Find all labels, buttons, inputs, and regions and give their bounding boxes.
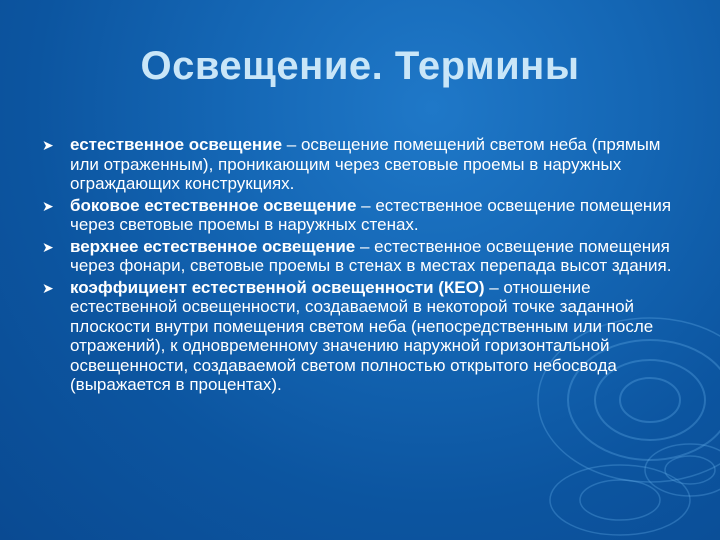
list-item [42,135,682,194]
term-definition: – отношение естественной освещенности, создаваемой в некоторой точке заданной плоскости внутри помещения светом неба (непосредственным или после отражений), к одновременному значению наружной горизонтальной освещенности, создаваемой светом полностью открытого небосвода (выражается в процентах). [70,277,654,394]
term-list [42,135,682,397]
list-item [42,237,682,276]
term-definition: – естественное освещение помещения через фонари, световые проемы в стенах в местах перепада высот здания. [70,236,672,275]
slide-title: Освещение. Термины [140,44,580,88]
arrow-bullet-icon: ➤ [42,238,54,255]
arrow-bullet-icon: ➤ [42,279,54,296]
term-name: коэффициент естественной освещенности (КЕО) [70,277,485,297]
arrow-bullet-icon: ➤ [42,137,54,153]
term-definition: – естественное освещение помещения через световые проемы в наружных стенах. [70,195,672,234]
arrow-bullet-icon: ➤ [42,197,54,214]
term-definition: – освещение помещений светом неба (прямым или отраженным), проникающим через световые проемы в наружных ограждающих конструкциях. [70,135,661,193]
list-item [42,196,682,235]
term-name: естественное освещение [70,135,283,154]
term-name: боковое естественное освещение [70,195,357,215]
term-name: верхнее естественное освещение [70,236,356,256]
list-item [42,278,682,395]
